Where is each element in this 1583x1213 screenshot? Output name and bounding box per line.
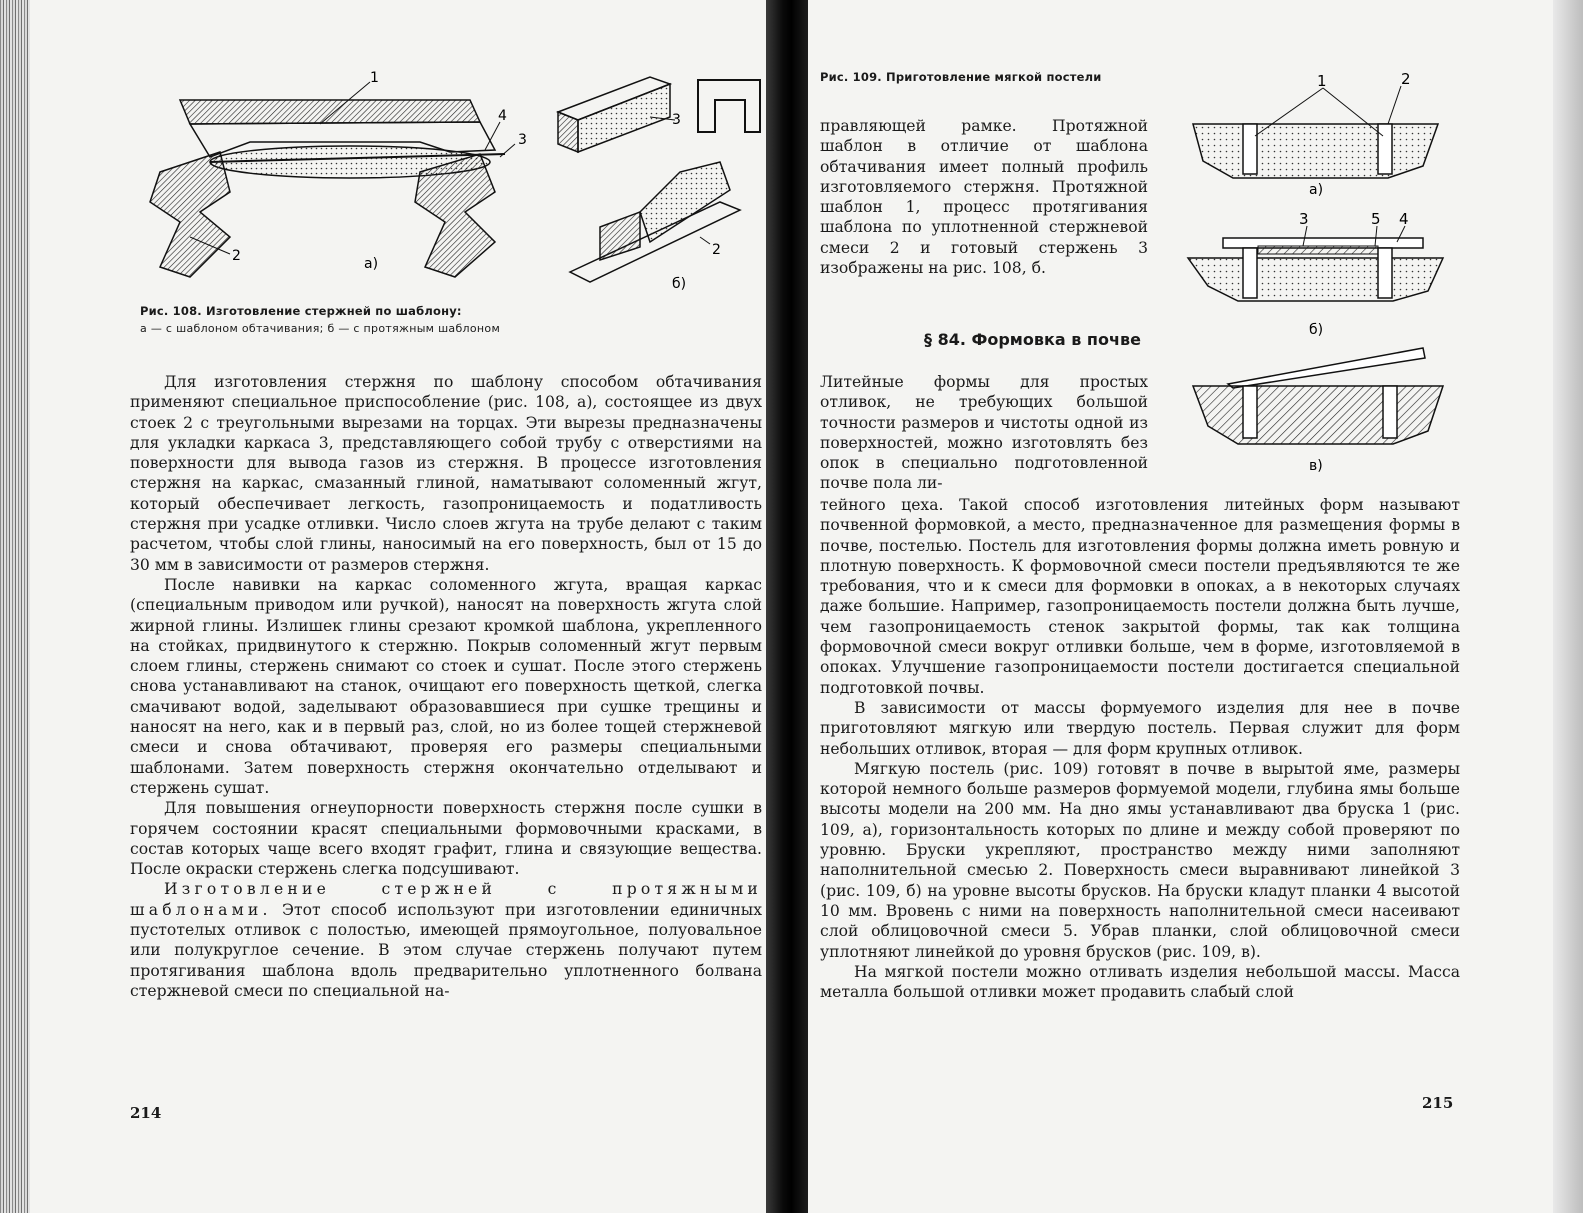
paragraph: Литейные формы для простых отливок, не требующих большой точности размеров и чистоты одной из поверхностей, можно изготовлять без опок в специально подготовленной почве пола ли- [820, 373, 1148, 493]
book-left-edge [0, 0, 30, 1213]
fig108b-label-2: 2 [712, 242, 721, 258]
fig109-sublabel-b: б) [1309, 322, 1324, 338]
fig109-label-5: 5 [1371, 210, 1381, 228]
paragraph: Для изготовления стержня по шаблону способом обтачивания применяют специальное приспособление (рис. 108, а), состоящее из двух стоек 2 с треугольными вырезами на торцах. Эти вырезы предназначены для укладки каркаса 3, представляющего собой трубу с отверстиями на поверхности для вывода газов из стержня. В процессе изготовления стержня на каркас, смазанный глиной, наматывают соломенный жгут, который обеспечивает легкость, газопроницаемость и податливость стержня при усадке отливки. Число слоев жгута на трубе делают с таким расчетом, чтобы слой глины, наносимый на его поверхность, был от 15 до 30 мм в зависимости от размеров стержня. [130, 373, 762, 574]
page-number-215: 215 [1422, 1094, 1454, 1112]
paragraph: тейного цеха. Такой способ изготовления литейных форм называют почвенной формовкой, а место, предназначенное для размещения формы в почве, постелью. Постель для изготовления формы должна иметь ровную и плотную поверхность. К формовочной смеси постели предъявляются те же требования, что и к смеси для формовки в опоках, а в некоторых случаях даже большие. Например, газопроницаемость постели должна быть лучше, чем газопроницаемость стенок закрытой формы, так как толщина формовочной смеси вокруг отливки больше, чем в форме, изготовляемой в опоках. Улучшение газопроницаемости постели достигается специальной подготовкой почвы. [820, 496, 1460, 697]
page-number-214: 214 [130, 1104, 162, 1122]
figure-108a-drawing [150, 82, 515, 277]
figure-108-caption-sub: а — с шаблоном обтачивания; б — с протяжным шаблоном [140, 322, 501, 335]
right-body-text [820, 495, 1460, 1002]
spaced-subheading: Изготовление стержней с протяжными шаблонами. [130, 880, 762, 919]
fig109-label-1: 1 [1317, 72, 1327, 90]
paragraph-spaced [130, 879, 762, 1001]
paragraph: После навивки на каркас соломенного жгута, вращая каркас (специальным приводом или ручкой), наносят на поверхность жгута слой жирной глины. Излишек глины срезают кромкой шаблона, укрепленного на стойках, придвинутого к стержню. Покрыв соломенный жгут первым слоем глины, стержень снимают со стоек и сушат. После этого стержень снова устанавливают на станок, очищают его поверхность щеткой, слегка смачивают водой, заделывают образовавшиеся при сушке трещины и наносят на него, как и в первый раз, слой, но из более тощей стержневой смеси и снова обтачивают, проверяя его размеры специальными шаблонами. Затем поверхность стержня окончательно отделывают и стержень сушат. [130, 575, 762, 797]
fig109-label-4: 4 [1399, 210, 1409, 228]
figure-109c-drawing [1193, 348, 1443, 444]
paragraph: Для повышения огнеупорности поверхность стержня после сушки в горячем состоянии красят специальными формовочными красками, в состав которых чаще всего входят графит, глина и связующие вещества. После окраски стержень слегка подсушивают. [130, 799, 762, 879]
fig108-sublabel-a: а) [364, 256, 379, 272]
section-heading: § 84. Формовка в почве [924, 330, 1141, 349]
fig108-label-2: 2 [232, 248, 241, 264]
fig109-label-2: 2 [1401, 70, 1411, 88]
right-top-text [820, 116, 1148, 278]
book-right-edge [1553, 0, 1583, 1213]
book-spine [766, 0, 808, 1213]
left-body-text [130, 372, 762, 1001]
figure-108b-drawing [558, 77, 760, 282]
paragraph: Мягкую постель (рис. 109) готовят в почве в вырытой яме, размеры которой немного больше размеров формуемой модели, глубина ямы больше высоты модели на 200 мм. На дно ямы устанавливают два бруска 1 (рис. 109, а), горизонтальность которых по длине и между собой проверяют по уровню. Бруски укрепляют, пространство между ними заполняют наполнительной смесью 2. Поверхность смеси выравнивают линейкой 3 (рис. 109, б) на уровне высоты брусков. На бруски кладут планки 4 высотой 10 мм. Вровень с ними на поверхность наполнительной смеси насеивают слой облицовочной смеси 5. Убрав планки, слой облицовочной смеси уплотняют линейкой до уровня брусков (рис. 109, в). [820, 759, 1460, 961]
page-215 [808, 0, 1553, 1213]
fig109-sublabel-c: в) [1309, 458, 1323, 474]
page-214 [30, 0, 766, 1213]
figure-109b-drawing [1188, 226, 1443, 301]
paragraph: На мягкой постели можно отливать изделия небольшой массы. Масса металла большой отливки может продавить слабый слой [820, 962, 1460, 1002]
fig109-sublabel-a: а) [1309, 182, 1324, 198]
fig108-label-4: 4 [498, 108, 507, 124]
figure-109a-drawing [1193, 86, 1438, 178]
figure-108-caption-title: Рис. 108. Изготовление стержней по шаблону: [140, 304, 462, 318]
paragraph: В зависимости от массы формуемого изделия для нее в почве приготовляют мягкую или твердую постель. Первая служит для форм небольших отливок, вторая — для форм крупных отливок. [820, 698, 1460, 758]
figure-109 [1183, 66, 1458, 486]
fig108-label-3: 3 [518, 132, 527, 148]
fig108-sublabel-b: б) [672, 276, 687, 292]
right-narrow-text [820, 372, 1148, 494]
figure-108 [120, 62, 766, 292]
paragraph-text: Этот способ используют при изготовлении единичных пустотелых отливок с полостью, имеющей прямоугольное, полуовальное или полукруглое сечение. В этом случае стержень получают путем протягивания шаблона вдоль предварительно уплотненного болвана стержневой смеси по специальной на- [130, 900, 762, 1000]
fig109-label-3: 3 [1299, 210, 1309, 228]
figure-109-caption-title: Рис. 109. Приготовление мягкой постели [820, 70, 1102, 84]
fig108b-label-3: 3 [672, 112, 681, 128]
fig108-label-1: 1 [370, 70, 379, 86]
paragraph: правляющей рамке. Протяжной шаблон в отличие от шаблона обтачивания имеет полный профиль изготовляемого стержня. Протяжной шаблон 1, процесс протягивания шаблона по уплотненной стержневой смеси 2 и готовый стержень 3 изображены на рис. 108, б. [820, 117, 1148, 278]
